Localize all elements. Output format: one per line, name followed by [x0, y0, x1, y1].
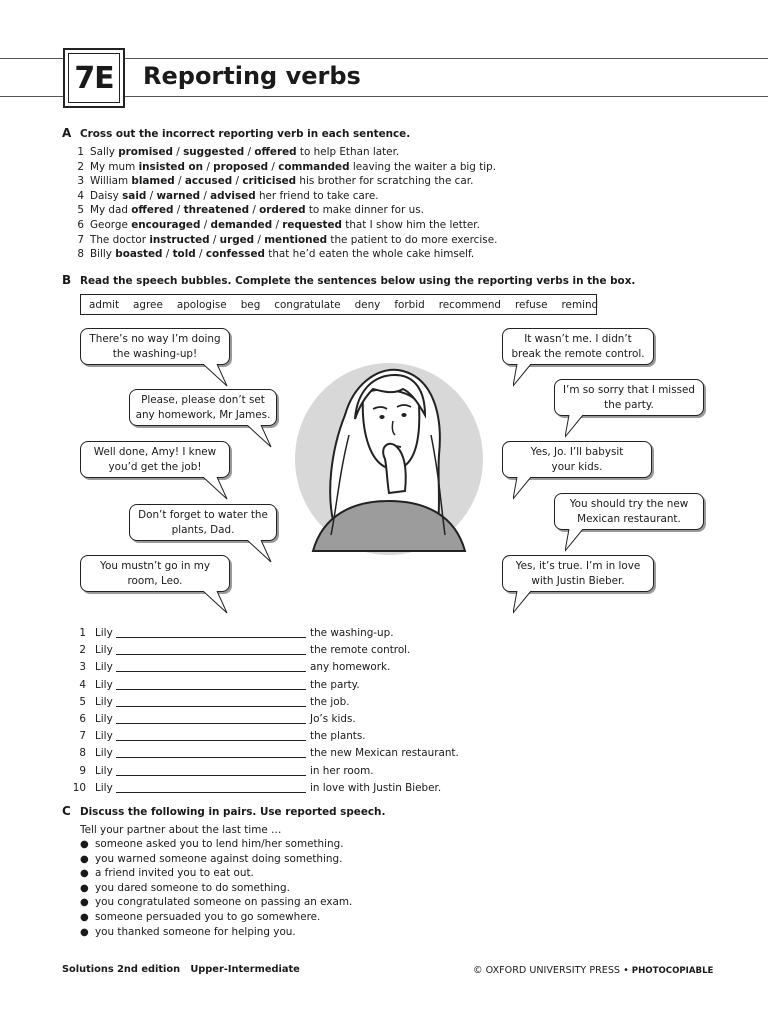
speech-bubble: [129, 504, 277, 541]
item-number: 3: [79, 661, 86, 674]
word-box-item: agree: [133, 298, 163, 311]
section-b-instruction: Read the speech bubbles. Complete the sentences below using the reporting verbs in the box.: [80, 275, 636, 287]
item-number: 2: [79, 644, 86, 657]
item-number: 4: [77, 189, 84, 202]
verb-option[interactable]: offered: [131, 204, 174, 217]
section-c-instruction: Discuss the following in pairs. Use reported speech.: [80, 806, 386, 818]
sentence-end: in her room.: [310, 764, 374, 777]
bullet-text: you thanked someone for helping you.: [95, 925, 296, 938]
bubble-tail-shape: [565, 529, 583, 551]
sentence-end: to make dinner for us.: [305, 204, 424, 217]
fill-in-row: [70, 713, 490, 727]
item-number: 10: [72, 781, 86, 794]
item-number: 8: [77, 248, 84, 261]
bullet-item: [80, 896, 352, 908]
bullet-item: [80, 882, 290, 894]
sentence-row: 6 George encouraged / demanded / requested that I show him the letter.: [70, 218, 480, 232]
sentence-end: her friend to take care.: [255, 189, 379, 202]
fill-in-row: [70, 747, 490, 761]
speech-bubble: [129, 389, 277, 426]
bubble-line: with Justin Bieber.: [531, 574, 625, 587]
item-number: 2: [77, 160, 84, 173]
bubble-line: Don’t forget to water the: [138, 509, 268, 521]
bubble-tail: [565, 529, 595, 553]
bullet-icon: ●: [80, 897, 89, 909]
subject-name: Lily: [95, 764, 113, 777]
sentence-start: Daisy: [90, 189, 123, 202]
bullet-text: you warned someone against doing something.: [95, 852, 343, 865]
bullet-item: [80, 911, 320, 923]
answer-blank[interactable]: [116, 689, 306, 690]
verb-option[interactable]: criticised: [242, 175, 297, 188]
word-box-item: refuse: [515, 298, 548, 311]
bubble-tail-shape: [513, 477, 531, 499]
verb-option[interactable]: confessed: [205, 248, 265, 261]
speech-bubble: [80, 441, 230, 478]
bubble-line: Please, please don’t set: [141, 394, 265, 406]
bubble-line: room, Leo.: [127, 574, 183, 587]
verb-option[interactable]: threatened: [183, 204, 250, 217]
word-box: [80, 294, 597, 315]
sentence-start: William: [90, 175, 132, 188]
verb-option[interactable]: warned: [156, 189, 201, 202]
verb-option[interactable]: demanded: [210, 219, 273, 231]
bullet-text: you congratulated someone on passing an exam.: [95, 896, 353, 909]
sentence-end: the party.: [310, 678, 360, 691]
speech-bubble: [554, 493, 704, 530]
sentence-start: Sally: [90, 146, 119, 158]
subject-name: Lily: [95, 661, 113, 674]
bubble-tail: [513, 477, 543, 501]
verb-option[interactable]: ordered: [259, 204, 306, 217]
speech-bubble: [554, 379, 704, 416]
subject-name: Lily: [95, 695, 113, 708]
bubble-line: any homework, Mr James.: [135, 408, 271, 421]
item-number: 5: [77, 204, 84, 217]
fill-in-row: [70, 782, 490, 796]
verb-option[interactable]: proposed: [213, 160, 269, 173]
fill-in-row: [70, 696, 490, 710]
word-box-item: admit: [89, 298, 120, 311]
sentence-end: the washing-up.: [310, 627, 394, 639]
speech-bubble: [502, 441, 652, 478]
bubble-line: the party.: [604, 398, 654, 411]
section-c-letter: C: [62, 804, 71, 818]
unit-badge: [63, 48, 125, 108]
bubble-tail-shape: [247, 540, 271, 562]
sentence-end: the job.: [310, 695, 350, 708]
bubble-line: your kids.: [551, 460, 603, 473]
sentence-end: the patient to do more exercise.: [327, 233, 498, 246]
bullet-icon: ●: [80, 912, 89, 923]
fill-in-row: [70, 765, 490, 779]
sentence-end: any homework.: [310, 661, 391, 674]
bubble-tail-shape: [247, 425, 271, 447]
word-box-item: congratulate: [274, 298, 341, 311]
verb-option[interactable]: accused: [184, 175, 233, 188]
item-number: 7: [77, 233, 84, 246]
sentence-start: George: [90, 219, 132, 231]
sentence-end: the new Mexican restaurant.: [310, 747, 459, 760]
fill-in-row: [70, 627, 490, 641]
footer-publisher: © OXFORD UNIVERSITY PRESS •: [473, 965, 629, 976]
sentence-row: 8 Billy boasted / told / confessed that he’d eaten the whole cake himself.: [70, 247, 474, 261]
speech-bubble: [80, 328, 230, 365]
bullet-icon: ●: [80, 853, 89, 865]
verb-option[interactable]: encouraged: [131, 219, 201, 231]
item-number: 6: [79, 713, 86, 725]
verb-option[interactable]: advised: [210, 189, 256, 202]
bubble-line: Yes, it’s true. I’m in love: [515, 560, 641, 572]
answer-blank[interactable]: [116, 654, 306, 655]
bubble-tail: [201, 477, 231, 501]
fill-in-row: [70, 730, 490, 744]
section-c-lead: Tell your partner about the last time …: [80, 824, 282, 836]
answer-blank[interactable]: [116, 706, 306, 707]
item-number: 3: [77, 175, 84, 188]
bubble-tail: [245, 540, 275, 564]
bubble-tail: [245, 425, 275, 449]
left-eye: [379, 415, 384, 419]
section-a-instruction: Cross out the incorrect reporting verb in each sentence.: [80, 128, 411, 140]
sentence-start: The doctor: [90, 233, 150, 246]
item-number: 1: [77, 146, 84, 158]
bubble-line: Mexican restaurant.: [577, 512, 681, 525]
answer-blank[interactable]: [116, 637, 306, 638]
item-number: 8: [79, 747, 86, 760]
bubble-tail-shape: [203, 591, 227, 613]
bubble-line: There’s no way I’m doing: [89, 333, 221, 345]
bubble-tail: [513, 364, 543, 388]
bubble-line: Yes, Jo. I’ll babysit: [530, 446, 624, 458]
bubble-tail-shape: [565, 415, 583, 437]
verb-option[interactable]: said: [122, 189, 147, 202]
verb-option[interactable]: mentioned: [264, 233, 328, 246]
bubble-line: You should try the new: [569, 498, 689, 510]
bullet-text: someone asked you to lend him/her something.: [95, 838, 344, 850]
answer-blank[interactable]: [116, 740, 306, 741]
bullet-item: [80, 867, 254, 879]
verb-option[interactable]: requested: [282, 219, 342, 231]
bullet-icon: ●: [80, 882, 89, 894]
bullet-icon: ●: [80, 868, 89, 880]
item-number: 1: [79, 627, 86, 639]
bubble-tail: [201, 364, 231, 388]
sentence-end: his brother for scratching the car.: [296, 175, 474, 188]
sentence-end: the remote control.: [310, 644, 411, 657]
verb-option[interactable]: insisted on: [138, 160, 204, 173]
item-number: 7: [79, 730, 86, 743]
sentence-row: 7 The doctor instructed / urged / mentioned the patient to do more exercise.: [70, 233, 497, 247]
bullet-text: someone persuaded you to go somewhere.: [95, 911, 321, 923]
fill-in-row: [70, 661, 490, 675]
verb-option[interactable]: blamed: [131, 175, 175, 188]
bubble-tail: [565, 415, 595, 439]
bubble-line: you’d get the job!: [108, 460, 202, 473]
sentence-row: 2 My mum insisted on / proposed / commanded leaving the waiter a big tip.: [70, 160, 496, 174]
bullet-icon: ●: [80, 926, 89, 938]
sentence-row: 3 William blamed / accused / criticised his brother for scratching the car.: [70, 174, 473, 188]
sentence-end: the plants.: [310, 730, 366, 743]
answer-blank[interactable]: [116, 757, 306, 758]
item-number: 5: [79, 695, 86, 708]
thinking-girl-illustration: [293, 355, 485, 555]
answer-blank[interactable]: [116, 671, 306, 672]
footer-edition: Solutions 2nd edition Upper-Intermediate: [62, 964, 300, 975]
unit-number: 7E: [74, 60, 114, 96]
bubble-line: plants, Dad.: [171, 523, 235, 536]
word-box-item: remind: [561, 298, 599, 311]
fill-in-row: [70, 644, 490, 658]
bullet-text: a friend invited you to eat out.: [95, 867, 254, 880]
sentence-start: My dad: [90, 204, 132, 217]
verb-option[interactable]: instructed: [149, 233, 210, 246]
verb-option[interactable]: offered: [254, 146, 297, 158]
answer-blank[interactable]: [116, 723, 306, 724]
verb-option[interactable]: promised: [118, 146, 173, 158]
sentence-end: leaving the waiter a big tip.: [349, 160, 497, 173]
word-box-item: forbid: [394, 298, 425, 311]
bubble-tail: [201, 591, 231, 615]
subject-name: Lily: [95, 627, 113, 639]
subject-name: Lily: [95, 747, 113, 760]
bubble-tail: [513, 591, 543, 615]
sentence-row: 5 My dad offered / threatened / ordered to make dinner for us.: [70, 203, 424, 217]
sentence-start: My mum: [90, 160, 139, 173]
subject-name: Lily: [95, 781, 113, 794]
verb-option[interactable]: urged: [219, 233, 255, 246]
verb-option[interactable]: boasted: [115, 248, 163, 261]
item-number: 4: [79, 678, 86, 691]
bubble-tail-shape: [513, 591, 531, 613]
word-box-item: deny: [354, 298, 381, 311]
bubble-line: You mustn’t go in my: [100, 560, 210, 572]
subject-name: Lily: [95, 730, 113, 743]
sentence-end: Jo’s kids.: [310, 713, 356, 725]
sentence-end: that I show him the letter.: [341, 219, 480, 231]
bullet-item: [80, 926, 296, 938]
fill-in-row: [70, 679, 490, 693]
bubble-line: break the remote control.: [511, 347, 645, 360]
bullet-icon: ●: [80, 839, 89, 850]
sentence-start: Billy: [90, 248, 116, 261]
item-number: 6: [77, 219, 84, 231]
right-eye: [401, 413, 406, 417]
page-title: Reporting verbs: [143, 62, 361, 90]
answer-blank[interactable]: [116, 792, 306, 793]
footer-copyright: [473, 965, 713, 976]
verb-option[interactable]: told: [172, 248, 196, 261]
word-box-item: apologise: [176, 298, 227, 311]
bubble-line: the washing-up!: [112, 347, 198, 360]
speech-bubble: [502, 328, 654, 365]
subject-name: Lily: [95, 644, 113, 657]
sentence-end: that he’d eaten the whole cake himself.: [264, 248, 475, 261]
word-box-item: recommend: [438, 298, 502, 311]
bullet-item: [80, 853, 342, 865]
word-box-item: beg: [240, 298, 261, 311]
section-b-letter: B: [62, 273, 72, 287]
bubble-tail-shape: [513, 364, 531, 386]
sentence-row: 4 Daisy said / warned / advised her friend to take care.: [70, 189, 379, 203]
verb-option[interactable]: suggested: [183, 146, 245, 158]
sentence-end: to help Ethan later.: [296, 146, 400, 158]
answer-blank[interactable]: [116, 775, 306, 776]
bubble-tail-shape: [203, 477, 227, 499]
verb-option[interactable]: commanded: [278, 160, 350, 173]
speech-bubble: [502, 555, 654, 592]
bubble-line: It wasn’t me. I didn’t: [524, 333, 632, 345]
subject-name: Lily: [95, 713, 113, 725]
item-number: 9: [79, 764, 86, 777]
bubble-tail-shape: [203, 364, 227, 386]
sentence-row: 1 Sally promised / suggested / offered to help Ethan later.: [70, 145, 399, 159]
sentence-end: in love with Justin Bieber.: [310, 781, 442, 794]
bubble-line: Well done, Amy! I knew: [93, 446, 217, 458]
section-a-letter: A: [62, 126, 72, 140]
speech-bubble: [80, 555, 230, 592]
subject-name: Lily: [95, 678, 113, 691]
bubble-line: I’m so sorry that I missed: [562, 384, 696, 396]
footer-photocopiable: PHOTOCOPIABLE: [631, 966, 714, 976]
bullet-text: you dared someone to do something.: [95, 881, 290, 894]
bullet-item: [80, 838, 344, 850]
